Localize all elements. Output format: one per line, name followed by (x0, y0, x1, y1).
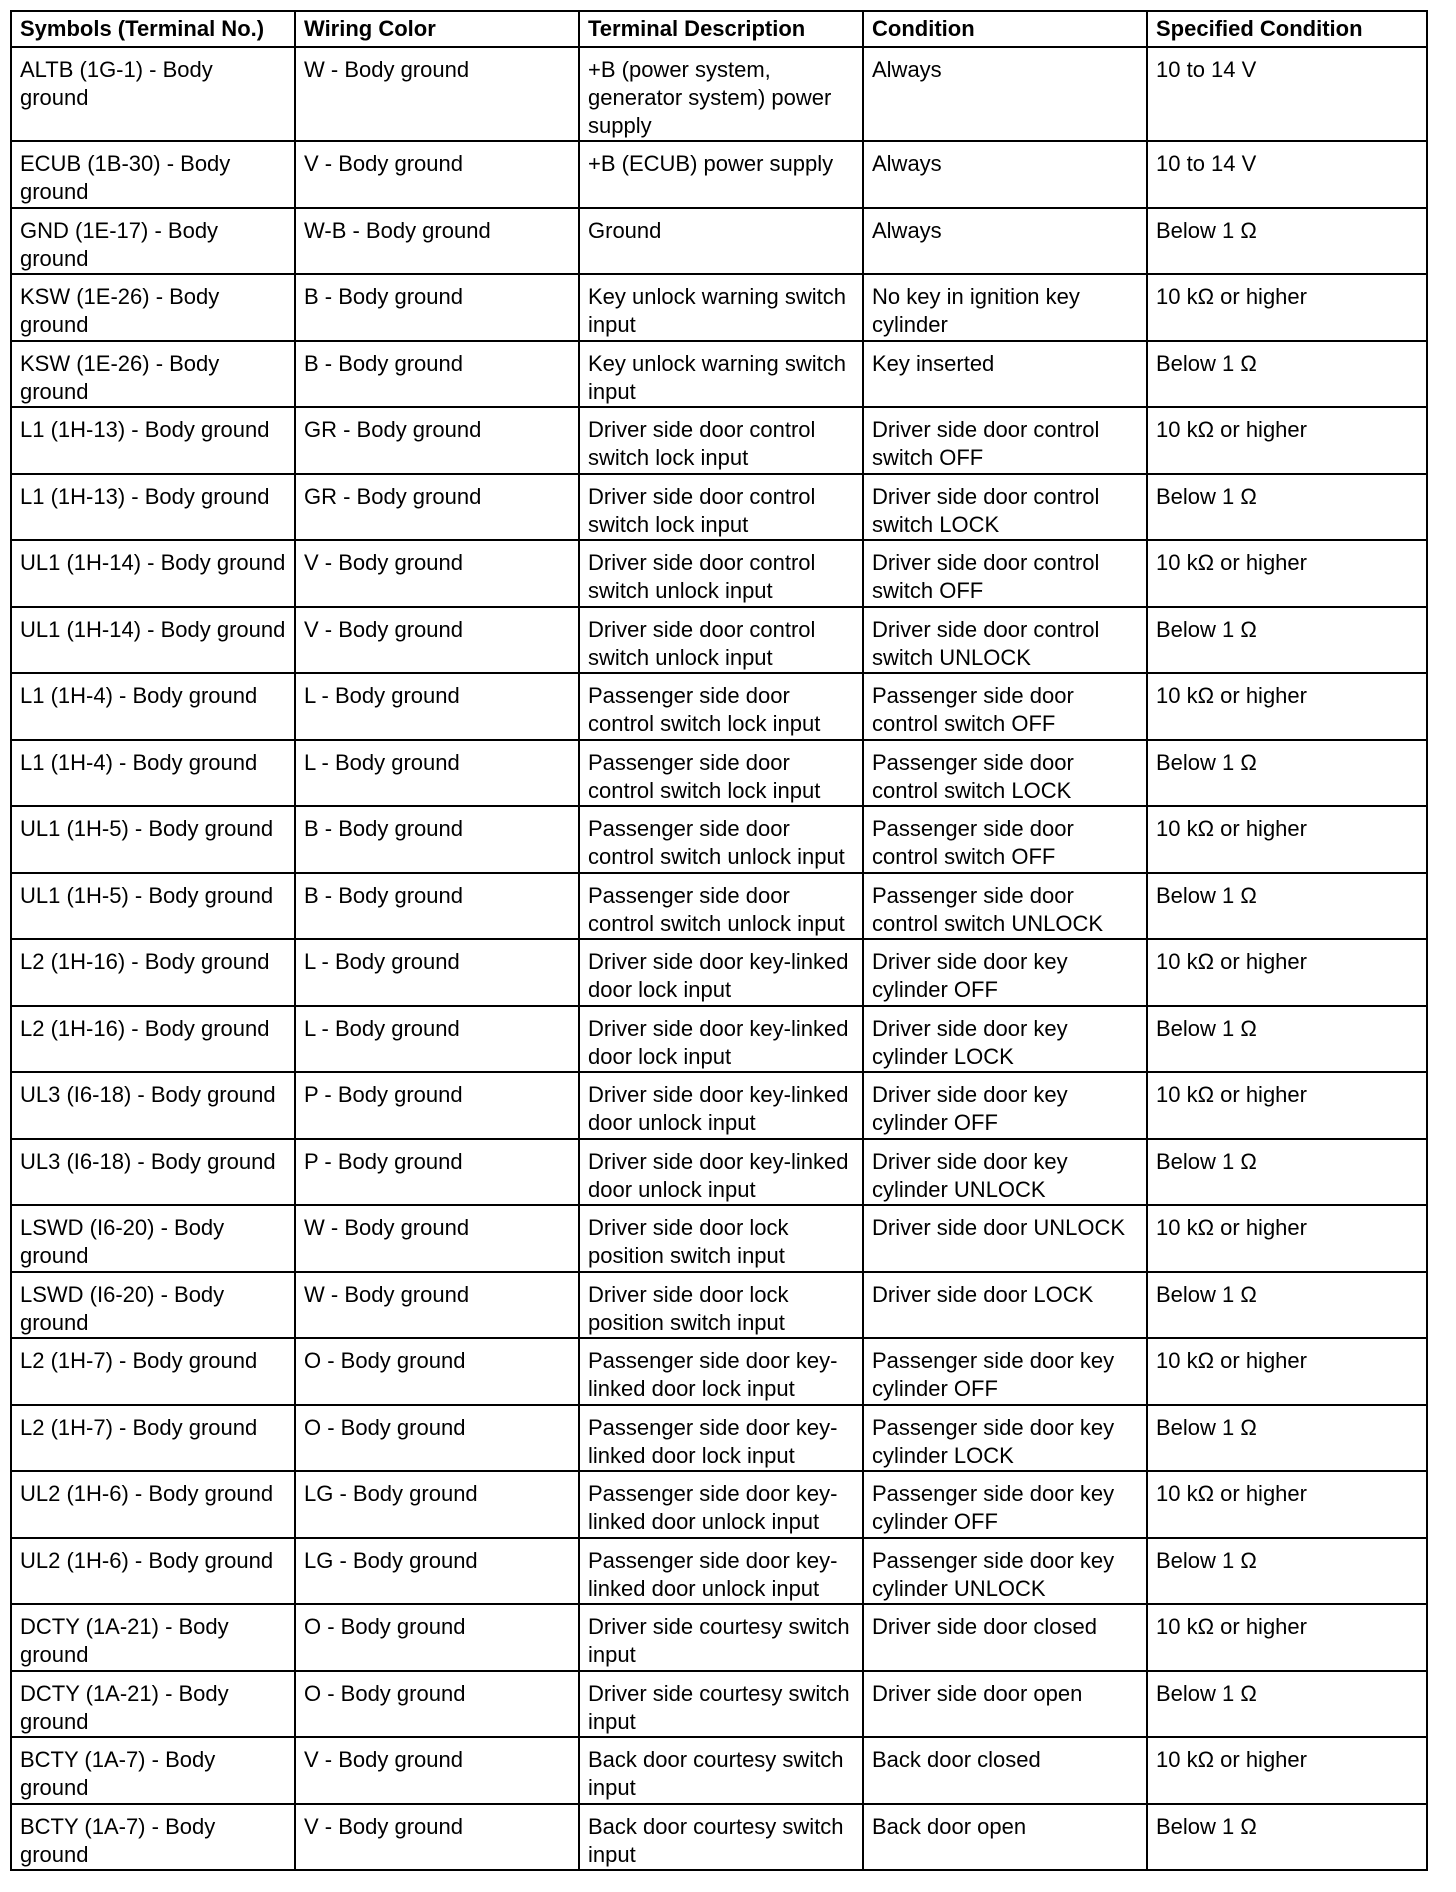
cell-wiring-color: V - Body ground (295, 540, 579, 607)
table-row (11, 47, 1427, 141)
cell-wiring-color: V - Body ground (295, 1737, 579, 1804)
cell-specified-condition: 10 kΩ or higher (1147, 274, 1427, 341)
cell-specified-condition: 10 kΩ or higher (1147, 1205, 1427, 1272)
cell-wiring-color: B - Body ground (295, 341, 579, 408)
cell-symbol: UL3 (I6-18) - Body ground (11, 1139, 295, 1206)
cell-specified-condition: Below 1 Ω (1147, 1671, 1427, 1738)
cell-wiring-color: W - Body ground (295, 1272, 579, 1339)
cell-symbol: L2 (1H-7) - Body ground (11, 1338, 295, 1405)
cell-terminal-description: Driver side door key-linked door unlock input (579, 1072, 863, 1139)
header-symbols: Symbols (Terminal No.) (11, 11, 295, 47)
cell-terminal-description: Driver side door control switch lock input (579, 407, 863, 474)
cell-symbol: L1 (1H-4) - Body ground (11, 673, 295, 740)
cell-wiring-color: V - Body ground (295, 607, 579, 674)
cell-condition: Driver side door open (863, 1671, 1147, 1738)
cell-terminal-description: Driver side door key-linked door unlock input (579, 1139, 863, 1206)
table-row (11, 1338, 1427, 1405)
cell-terminal-description: Passenger side door control switch unlock input (579, 806, 863, 873)
table-row (11, 673, 1427, 740)
cell-condition: Back door open (863, 1804, 1147, 1871)
cell-specified-condition: Below 1 Ω (1147, 341, 1427, 408)
cell-specified-condition: Below 1 Ω (1147, 1139, 1427, 1206)
cell-condition: Driver side door control switch OFF (863, 407, 1147, 474)
cell-symbol: UL1 (1H-14) - Body ground (11, 607, 295, 674)
cell-condition: Driver side door key cylinder UNLOCK (863, 1139, 1147, 1206)
cell-symbol: GND (1E-17) - Body ground (11, 208, 295, 275)
cell-specified-condition: 10 kΩ or higher (1147, 407, 1427, 474)
cell-wiring-color: LG - Body ground (295, 1538, 579, 1605)
table-body (11, 47, 1427, 1870)
cell-wiring-color: O - Body ground (295, 1338, 579, 1405)
table-row (11, 474, 1427, 541)
cell-symbol: L1 (1H-13) - Body ground (11, 407, 295, 474)
cell-terminal-description: Passenger side door key-linked door unlock input (579, 1538, 863, 1605)
cell-wiring-color: P - Body ground (295, 1072, 579, 1139)
cell-condition: Driver side door closed (863, 1604, 1147, 1671)
table-row (11, 540, 1427, 607)
cell-wiring-color: B - Body ground (295, 274, 579, 341)
cell-terminal-description: Passenger side door key-linked door lock input (579, 1405, 863, 1472)
cell-symbol: ALTB (1G-1) - Body ground (11, 47, 295, 141)
cell-wiring-color: L - Body ground (295, 939, 579, 1006)
cell-wiring-color: O - Body ground (295, 1671, 579, 1738)
cell-terminal-description: Passenger side door key-linked door unlock input (579, 1471, 863, 1538)
table-row (11, 1804, 1427, 1871)
cell-symbol: UL2 (1H-6) - Body ground (11, 1471, 295, 1538)
cell-wiring-color: GR - Body ground (295, 474, 579, 541)
cell-terminal-description: Driver side door control switch unlock input (579, 540, 863, 607)
cell-specified-condition: 10 kΩ or higher (1147, 673, 1427, 740)
cell-terminal-description: Ground (579, 208, 863, 275)
cell-wiring-color: P - Body ground (295, 1139, 579, 1206)
cell-symbol: KSW (1E-26) - Body ground (11, 341, 295, 408)
cell-condition: Driver side door key cylinder OFF (863, 1072, 1147, 1139)
cell-specified-condition: 10 to 14 V (1147, 47, 1427, 141)
cell-wiring-color: B - Body ground (295, 806, 579, 873)
cell-specified-condition: Below 1 Ω (1147, 1538, 1427, 1605)
cell-terminal-description: Driver side courtesy switch input (579, 1604, 863, 1671)
cell-condition: Always (863, 47, 1147, 141)
table-header (11, 11, 1427, 47)
cell-terminal-description: Driver side door control switch unlock input (579, 607, 863, 674)
cell-wiring-color: B - Body ground (295, 873, 579, 940)
cell-terminal-description: Passenger side door control switch unlock input (579, 873, 863, 940)
cell-condition: Key inserted (863, 341, 1147, 408)
cell-symbol: L2 (1H-7) - Body ground (11, 1405, 295, 1472)
cell-specified-condition: 10 kΩ or higher (1147, 1737, 1427, 1804)
cell-wiring-color: LG - Body ground (295, 1471, 579, 1538)
table-row (11, 208, 1427, 275)
cell-specified-condition: Below 1 Ω (1147, 1272, 1427, 1339)
cell-terminal-description: Back door courtesy switch input (579, 1804, 863, 1871)
cell-symbol: LSWD (I6-20) - Body ground (11, 1205, 295, 1272)
cell-symbol: DCTY (1A-21) - Body ground (11, 1671, 295, 1738)
terminal-spec-table (10, 10, 1428, 1871)
cell-condition: Driver side door UNLOCK (863, 1205, 1147, 1272)
cell-condition: Passenger side door control switch LOCK (863, 740, 1147, 807)
cell-symbol: UL2 (1H-6) - Body ground (11, 1538, 295, 1605)
cell-condition: Always (863, 208, 1147, 275)
cell-wiring-color: L - Body ground (295, 1006, 579, 1073)
header-wiring-color: Wiring Color (295, 11, 579, 47)
cell-symbol: UL1 (1H-14) - Body ground (11, 540, 295, 607)
cell-terminal-description: Driver side door key-linked door lock input (579, 939, 863, 1006)
cell-condition: Driver side door key cylinder OFF (863, 939, 1147, 1006)
cell-condition: Passenger side door control switch UNLOCK (863, 873, 1147, 940)
cell-wiring-color: L - Body ground (295, 740, 579, 807)
table-row (11, 341, 1427, 408)
table-row (11, 1538, 1427, 1605)
cell-specified-condition: Below 1 Ω (1147, 740, 1427, 807)
cell-condition: Driver side door control switch UNLOCK (863, 607, 1147, 674)
table-row (11, 873, 1427, 940)
cell-symbol: DCTY (1A-21) - Body ground (11, 1604, 295, 1671)
cell-terminal-description: Key unlock warning switch input (579, 341, 863, 408)
cell-symbol: LSWD (I6-20) - Body ground (11, 1272, 295, 1339)
cell-terminal-description: Driver side door control switch lock input (579, 474, 863, 541)
cell-symbol: UL3 (I6-18) - Body ground (11, 1072, 295, 1139)
cell-condition: Always (863, 141, 1147, 208)
table-row (11, 274, 1427, 341)
table-row (11, 1471, 1427, 1538)
cell-specified-condition: 10 kΩ or higher (1147, 1604, 1427, 1671)
cell-terminal-description: Passenger side door control switch lock input (579, 673, 863, 740)
cell-specified-condition: Below 1 Ω (1147, 1804, 1427, 1871)
cell-condition: Driver side door control switch OFF (863, 540, 1147, 607)
cell-terminal-description: Driver side courtesy switch input (579, 1671, 863, 1738)
cell-condition: Driver side door key cylinder LOCK (863, 1006, 1147, 1073)
cell-specified-condition: 10 kΩ or higher (1147, 1338, 1427, 1405)
cell-wiring-color: W - Body ground (295, 1205, 579, 1272)
cell-condition: No key in ignition key cylinder (863, 274, 1147, 341)
cell-terminal-description: Driver side door key-linked door lock input (579, 1006, 863, 1073)
table-row (11, 1671, 1427, 1738)
cell-wiring-color: O - Body ground (295, 1604, 579, 1671)
cell-specified-condition: 10 kΩ or higher (1147, 939, 1427, 1006)
header-row (11, 11, 1427, 47)
table-row (11, 607, 1427, 674)
table-row (11, 806, 1427, 873)
cell-wiring-color: V - Body ground (295, 1804, 579, 1871)
cell-wiring-color: L - Body ground (295, 673, 579, 740)
cell-specified-condition: 10 kΩ or higher (1147, 540, 1427, 607)
cell-condition: Passenger side door key cylinder LOCK (863, 1405, 1147, 1472)
table-row (11, 1405, 1427, 1472)
cell-terminal-description: Passenger side door key-linked door lock input (579, 1338, 863, 1405)
cell-wiring-color: W - Body ground (295, 47, 579, 141)
cell-symbol: UL1 (1H-5) - Body ground (11, 873, 295, 940)
table-row (11, 1737, 1427, 1804)
cell-wiring-color: O - Body ground (295, 1405, 579, 1472)
table-row (11, 740, 1427, 807)
table-row (11, 1205, 1427, 1272)
cell-specified-condition: 10 to 14 V (1147, 141, 1427, 208)
cell-terminal-description: Driver side door lock position switch input (579, 1272, 863, 1339)
cell-specified-condition: Below 1 Ω (1147, 474, 1427, 541)
cell-condition: Passenger side door key cylinder OFF (863, 1338, 1147, 1405)
cell-specified-condition: 10 kΩ or higher (1147, 1471, 1427, 1538)
table-row (11, 1072, 1427, 1139)
cell-wiring-color: GR - Body ground (295, 407, 579, 474)
cell-wiring-color: V - Body ground (295, 141, 579, 208)
cell-condition: Passenger side door control switch OFF (863, 673, 1147, 740)
cell-specified-condition: Below 1 Ω (1147, 208, 1427, 275)
cell-condition: Passenger side door control switch OFF (863, 806, 1147, 873)
cell-terminal-description: Key unlock warning switch input (579, 274, 863, 341)
cell-specified-condition: 10 kΩ or higher (1147, 1072, 1427, 1139)
cell-wiring-color: W-B - Body ground (295, 208, 579, 275)
header-condition: Condition (863, 11, 1147, 47)
cell-condition: Back door closed (863, 1737, 1147, 1804)
table-row (11, 1006, 1427, 1073)
cell-terminal-description: +B (power system, generator system) power supply (579, 47, 863, 141)
cell-symbol: BCTY (1A-7) - Body ground (11, 1804, 295, 1871)
cell-condition: Passenger side door key cylinder OFF (863, 1471, 1147, 1538)
table-row (11, 407, 1427, 474)
cell-symbol: L1 (1H-13) - Body ground (11, 474, 295, 541)
cell-terminal-description: +B (ECUB) power supply (579, 141, 863, 208)
cell-specified-condition: Below 1 Ω (1147, 1006, 1427, 1073)
cell-condition: Driver side door LOCK (863, 1272, 1147, 1339)
table-row (11, 939, 1427, 1006)
cell-terminal-description: Driver side door lock position switch input (579, 1205, 863, 1272)
table-row (11, 141, 1427, 208)
cell-specified-condition: 10 kΩ or higher (1147, 806, 1427, 873)
cell-symbol: ECUB (1B-30) - Body ground (11, 141, 295, 208)
cell-condition: Driver side door control switch LOCK (863, 474, 1147, 541)
header-terminal-description: Terminal Description (579, 11, 863, 47)
cell-symbol: L1 (1H-4) - Body ground (11, 740, 295, 807)
cell-specified-condition: Below 1 Ω (1147, 607, 1427, 674)
table-row (11, 1139, 1427, 1206)
cell-condition: Passenger side door key cylinder UNLOCK (863, 1538, 1147, 1605)
cell-symbol: KSW (1E-26) - Body ground (11, 274, 295, 341)
table-row (11, 1272, 1427, 1339)
cell-specified-condition: Below 1 Ω (1147, 873, 1427, 940)
cell-terminal-description: Back door courtesy switch input (579, 1737, 863, 1804)
cell-symbol: UL1 (1H-5) - Body ground (11, 806, 295, 873)
cell-terminal-description: Passenger side door control switch lock input (579, 740, 863, 807)
cell-symbol: BCTY (1A-7) - Body ground (11, 1737, 295, 1804)
cell-specified-condition: Below 1 Ω (1147, 1405, 1427, 1472)
table-row (11, 1604, 1427, 1671)
cell-symbol: L2 (1H-16) - Body ground (11, 939, 295, 1006)
cell-symbol: L2 (1H-16) - Body ground (11, 1006, 295, 1073)
header-specified-condition: Specified Condition (1147, 11, 1427, 47)
